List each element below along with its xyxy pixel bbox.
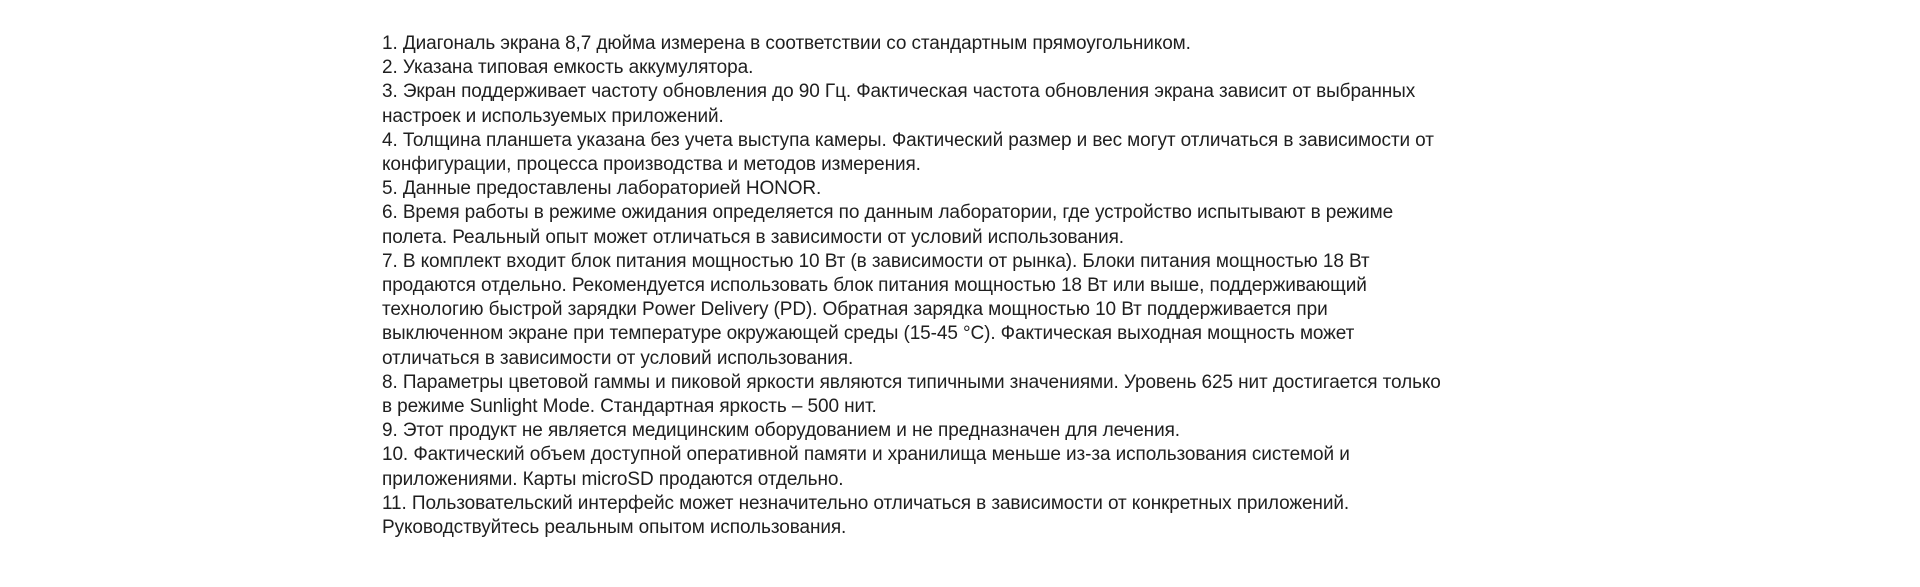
footnote-10	[382, 443, 1562, 491]
footnote-9	[382, 419, 1562, 443]
footnote-text: Фактический объем доступной оперативной памяти и хранилища меньше из-за использования системой и приложениями. Карты microSD продаются отдельно.	[382, 444, 1350, 490]
footnote-text: В комплект входит блок питания мощностью 10 Вт (в зависимости от рынка). Блоки питания мощностью 18 Вт продаются отдельно. Рекомендуется использовать блок питания мощностью 18 Вт или выше, поддерживающий технологию быстрой зарядки Power Delivery (PD). Обратная зарядка мощностью 10 Вт поддерживается при выключенном экране при температуре окружающей среды (15-45 °C). Фактическая выходная мощность может отличаться в зависимости от условий использования.	[382, 250, 1370, 369]
footnote-number: 2.	[382, 57, 398, 79]
footnote-text: Параметры цветовой гаммы и пиковой яркости являются типичными значениями. Уровень 625 нит достигается только в режиме Sunlight Mode. Стандартная яркость – 500 нит.	[382, 371, 1441, 418]
footnote-number: 5.	[382, 178, 398, 200]
footnote-6	[382, 201, 1562, 249]
footnote-number: 4.	[382, 129, 398, 151]
footnote-number: 11.	[382, 492, 407, 514]
footnote-3	[382, 80, 1562, 128]
footnote-text: Указана типовая емкость аккумулятора.	[402, 57, 754, 79]
footnote-text: Толщина планшета указана без учета выступа камеры. Фактический размер и вес могут отличаться в зависимости от конфигурации, процесса производства и методов измерения.	[382, 129, 1434, 176]
footnote-number: 9.	[382, 420, 398, 442]
footnote-text: Этот продукт не является медицинским оборудованием и не предназначен для лечения.	[402, 420, 1180, 442]
footnote-4	[382, 129, 1562, 177]
footnote-text: Пользовательский интерфейс может незначительно отличаться в зависимости от конкретных приложений. Руководствуйтесь реальным опытом использования.	[382, 492, 1350, 539]
footnote-number: 6.	[382, 202, 398, 224]
footnote-8	[382, 371, 1562, 419]
footnote-5	[382, 177, 1562, 201]
footnote-1	[382, 32, 1562, 56]
footnote-2	[382, 56, 1562, 80]
footnote-number: 3.	[382, 81, 398, 103]
footnote-7	[382, 250, 1562, 371]
footnote-text: Диагональ экрана 8,7 дюйма измерена в соответствии со стандартным прямоугольником.	[402, 33, 1191, 54]
footnote-text: Данные предоставлены лабораторией HONOR.	[402, 178, 822, 200]
footnote-number: 10.	[382, 444, 409, 466]
footnotes-list	[382, 32, 1562, 540]
footnote-text: Время работы в режиме ожидания определяется по данным лаборатории, где устройство испытывают в режиме полета. Реальный опыт может отличаться в зависимости от условий использования.	[382, 202, 1394, 248]
footnote-text: Экран поддерживает частоту обновления до 90 Гц. Фактическая частота обновления экрана зависит от выбранных настроек и используемых приложений.	[382, 81, 1416, 127]
footnote-number: 7.	[382, 250, 398, 272]
footnote-number: 1.	[382, 33, 398, 54]
footnote-11	[382, 492, 1562, 540]
footnote-number: 8.	[382, 371, 398, 393]
